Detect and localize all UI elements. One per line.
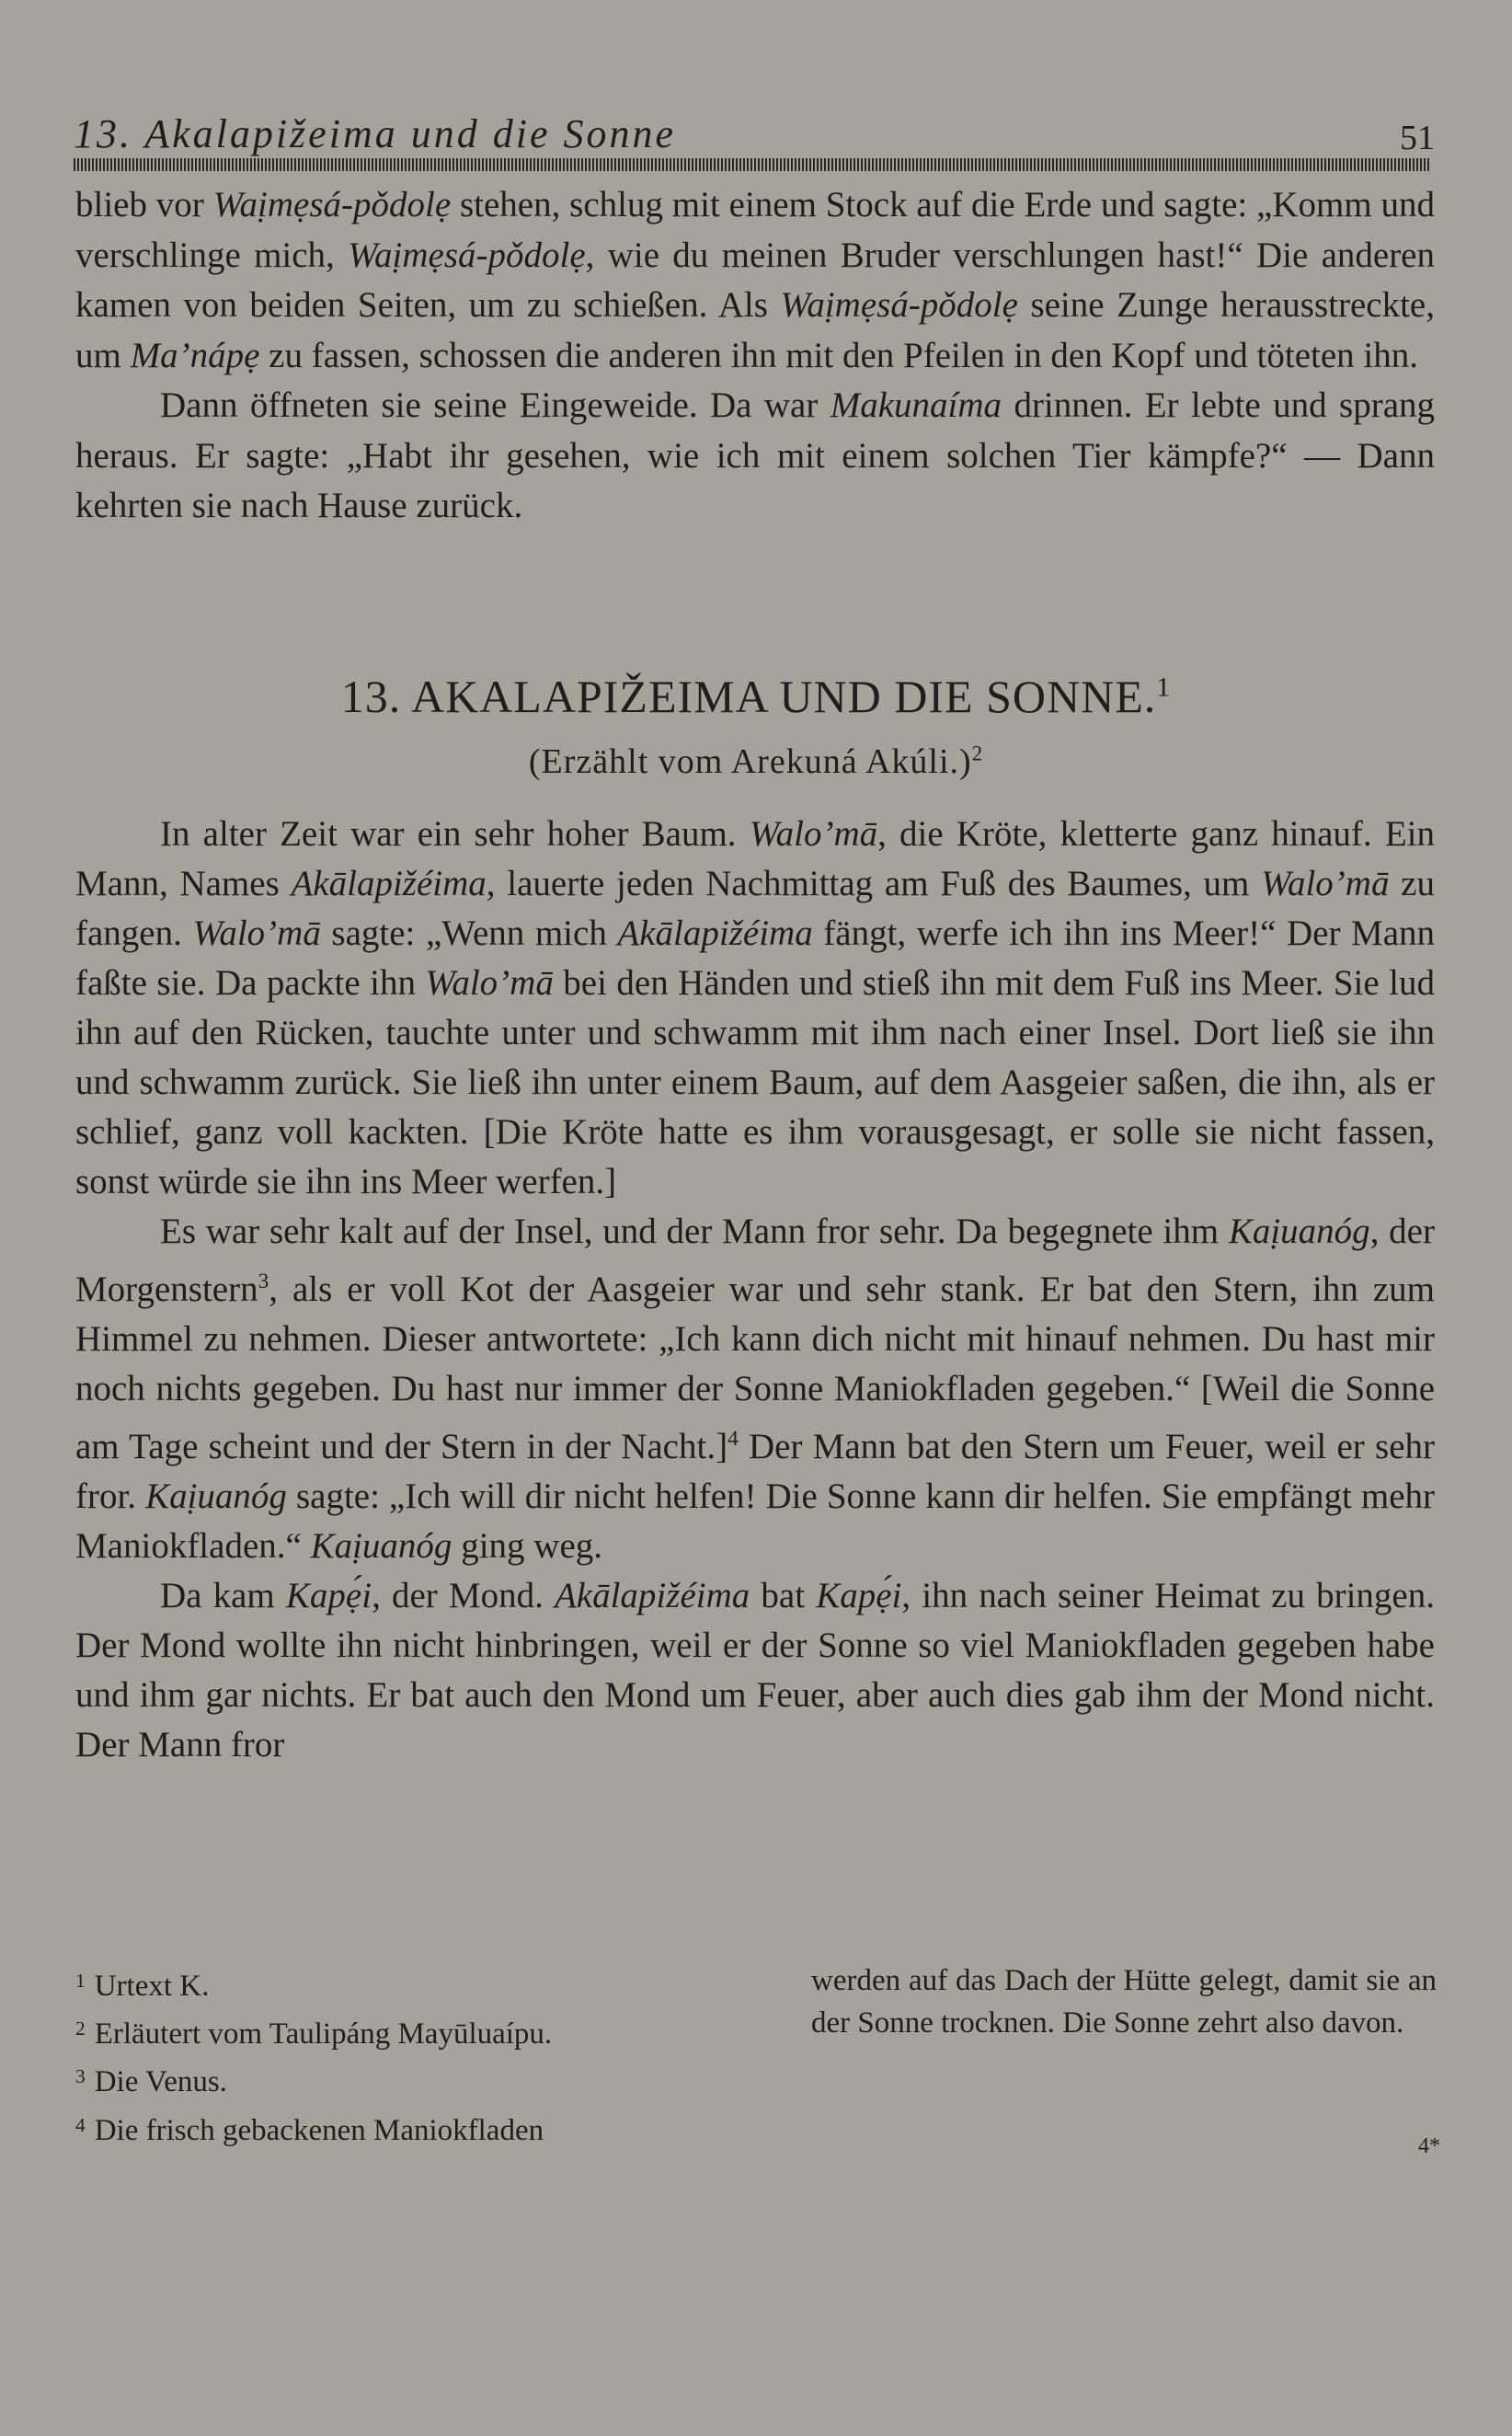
text-span: , der Mond. [372,1576,555,1615]
chapter-subtitle-text: (Erzählt vom Arekuná Akúli.) [528,742,972,781]
footnotes-right-column: werden auf das Dach der Hütte gelegt, damit sie an der Sonne trocknen. Die Sonne zehrt also davon. [811,1964,1437,2040]
footnote [75,2104,738,2152]
text-span: Der Mann bat den Stern um Feuer, weil er sehr fror. [75,1427,1435,1516]
footnotes-left-column [75,1959,738,2152]
italic-name: Walo’mā [1261,864,1390,903]
italic-name: Waịmẹsá-pǒdolẹ [212,185,452,224]
text-span: Dann öffneten sie seine Eingeweide. Da war [160,385,830,425]
footnote [75,1959,738,2007]
italic-name: Akālapižéima [291,864,487,903]
paragraph [75,810,1435,1207]
footnote-number: 2 [75,2017,86,2040]
text-span: Es war sehr kalt auf der Insel, und der Mann fror sehr. Da begegnete ihm [160,1212,1229,1251]
text-span: bat [750,1576,817,1615]
running-title: 13. Akalapižeima und die Sonne [74,111,676,156]
italic-name: Makunaíma [830,385,1002,425]
footnote-text: Die frisch gebackenen Maniokfladen [94,2113,544,2147]
italic-name: Kapẹ́i [285,1576,372,1615]
italic-name: Kaịuanóg [145,1477,287,1516]
text-span: fängt, werfe ich ihn ins Meer!“ Der Mann faßte sie. Da packte ihn [75,914,1436,1003]
footnote-ref: 3 [258,1270,269,1293]
text-span: blieb vor [75,185,213,224]
footnote-text: Die Venus. [94,2065,227,2099]
italic-name: Waịmẹsá-pǒdolẹ [780,285,1018,325]
footnote-text: Erläutert vom Taulipáng Mayūluaípu. [94,2017,553,2051]
paragraph [75,1207,1435,1571]
text-span: , lauerte jeden Nachmittag am Fuß des Baumes, um [486,864,1262,903]
text-span: stehen, schlug mit einem Stock auf die Erde und sagte: „Komm und verschlinge mich, [75,185,1435,275]
text-span: bei den Händen und stieß ihn mit dem Fuß ins Meer. Sie lud ihn auf den Rücken, tauchte unter und schwamm mit ihm nach einer Insel. Dort ließ sie ihn und schwamm zurück. Sie ließ ihn unter einem Baum, auf dem Aasgeier saßen, die ihn, als er schlief, ganz voll kackten. [Die Kröte hatte es ihm vorausgesagt, er solle sie nicht fassen, sonst würde sie ihn ins Meer werfen.] [75,963,1435,1201]
chapter-title [0,670,1512,723]
text-span: sagte: „Ich will dir nicht helfen! Die Sonne kann dir helfen. Sie empfängt mehr Maniokfladen.“ [75,1477,1435,1566]
italic-name: Kaịuanóg [1228,1212,1370,1251]
previous-story-continuation [75,180,1435,532]
text-span: , wie du meinen Bruder verschlungen hast!“ Die anderen kamen von beiden Seiten, um zu schießen. Als [75,235,1435,325]
italic-name: Akālapižéima [554,1576,750,1615]
text-span: zu fassen, schossen die anderen ihn mit den Pfeilen in den Kopf und töteten ihn. [259,335,1419,375]
text-span: Da kam [160,1576,286,1615]
header-rule [74,158,1431,171]
text-span: , ihn nach seiner Heimat zu bringen. Der Mond wollte ihn nicht hinbringen, weil er der Sonne so viel Maniokfladen gegeben habe und ihm gar nichts. Er bat auch den Mond um Feuer, aber auch dies gab ihm der Mond nicht. Der Mann fror [75,1576,1435,1764]
chapter-subtitle [0,741,1512,782]
text-span: seine Zunge herausstreckte, um [75,285,1435,375]
italic-name: Kaịuanóg [310,1526,452,1566]
italic-name: Walo’mā [749,814,878,854]
footnote-text: Urtext K. [94,1970,210,2004]
running-header [74,110,1435,166]
paragraph [75,180,1435,381]
footnote-ref: 1 [1156,672,1172,703]
text-span: , der Morgenstern [75,1212,1435,1309]
story-body [75,810,1435,1770]
text-span: ging weg. [452,1526,602,1566]
paragraph [75,381,1435,532]
footnote-number: 3 [75,2065,86,2088]
chapter-title-text: 13. AKALAPIŽEIMA UND DIE SONNE. [340,671,1157,722]
italic-name: Walo’mā [192,914,321,953]
text-span: , die Kröte, kletterte ganz hinauf. Ein Mann, Names [75,814,1435,903]
text-span: sagte: „Wenn mich [320,914,618,953]
italic-name: Waịmẹsá-pǒdolẹ [348,235,586,275]
text-span: In alter Zeit war ein sehr hoher Baum. [160,814,750,854]
text-span: drinnen. Er lebte und sprang heraus. Er sagte: „Habt ihr gesehen, wie ich mit einem solchen Tier kämpfe?“ — Dann kehrten sie nach Hause zurück. [75,385,1435,525]
footnote [75,2055,738,2103]
footnote [75,2007,738,2055]
signature-mark: 4* [1418,2134,1440,2158]
footnote-number: 1 [75,1970,86,1992]
italic-name: Ma’nápẹ [130,335,260,375]
italic-name: Kapẹ́i [816,1576,902,1615]
paragraph [75,1571,1435,1770]
footnote-number: 4 [75,2113,86,2136]
text-span: zu fangen. [75,864,1435,953]
page-number: 51 [1400,119,1435,157]
footnote-ref: 2 [971,741,984,765]
italic-name: Walo’mā [425,963,554,1003]
italic-name: Akālapižéima [617,914,813,953]
text-span: , als er voll Kot der Aasgeier war und sehr stank. Er bat den Stern, ihn zum Himmel zu nehmen. Dieser antwortete: „Ich kann dich nicht mit hinauf nehmen. Du hast mir noch nichts gegeben. Du hast nur immer der Sonne Maniokfladen gegeben.“ [Weil die Sonne am Tage scheint und der Stern in der Nacht.] [75,1270,1435,1466]
footnote-ref: 4 [727,1427,739,1451]
